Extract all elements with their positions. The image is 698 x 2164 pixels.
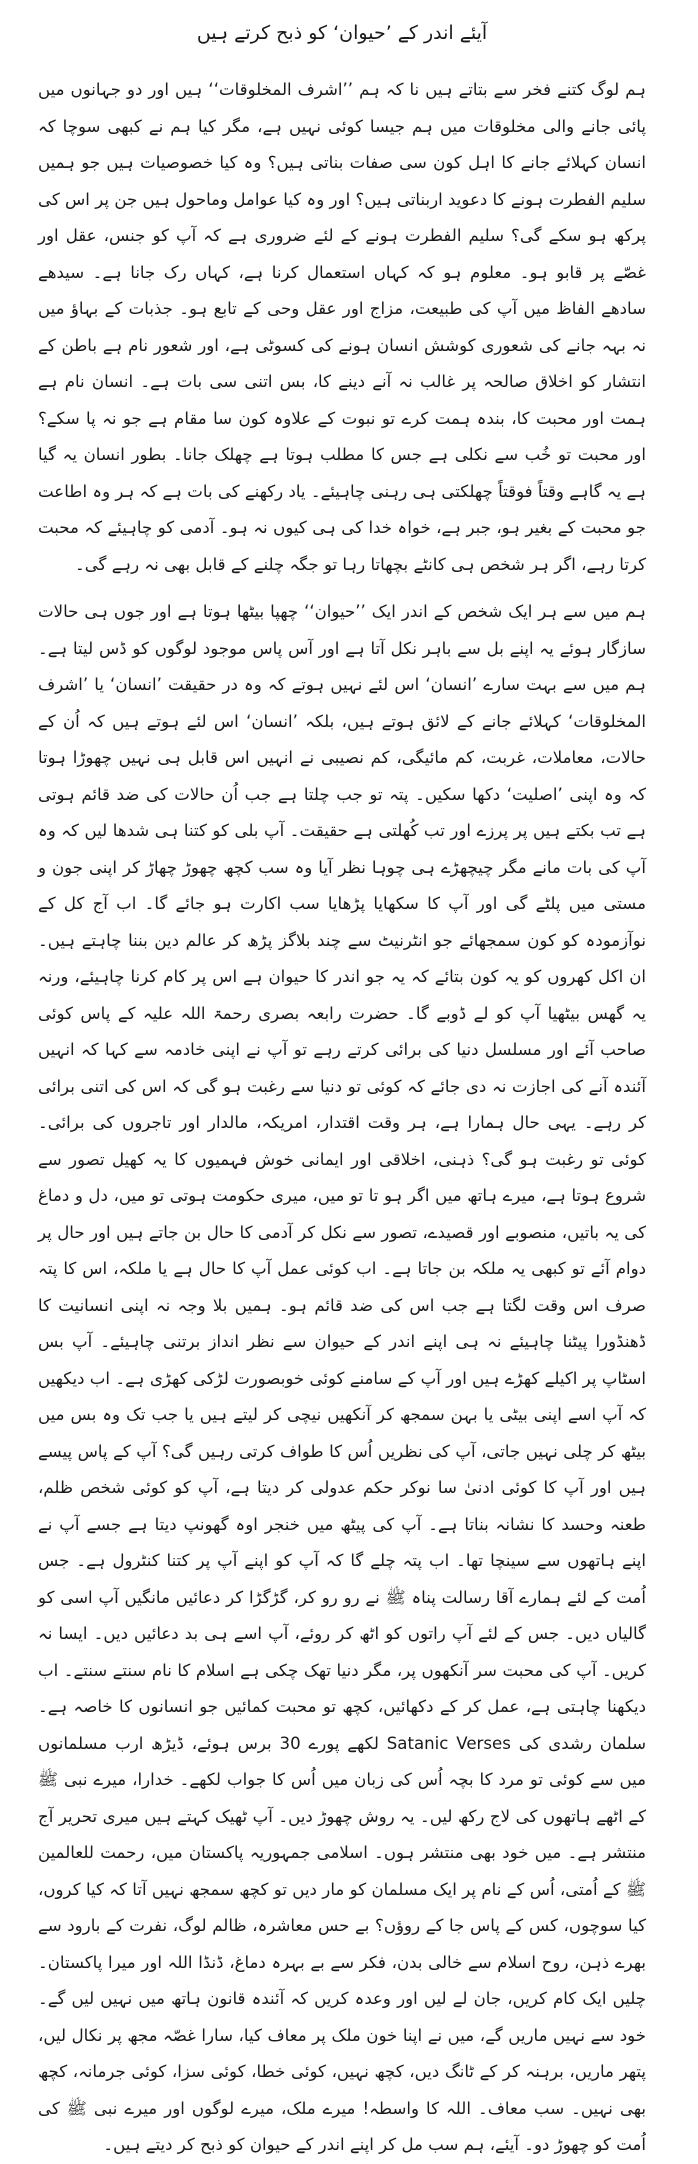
article-paragraph-2: ہم میں سے ہر ایک شخص کے اندر ایک ’’حیوان‘‘ چھپا بیٹھا ہوتا ہے اور جوں ہی حالات سازگار ہوئے یہ اپنے بل سے باہر نکل آتا ہے اور آس پاس موجود لوگوں کو ڈس لیتا ہے۔ ہم میں سے بہت سارے ’انسان‘ اس لئے نہیں ہوتے کہ وہ در حقیقت ’انسان‘ یا ’اشرف المخلوقات‘ کہلائے جانے کے لائق ہوتے ہیں، بلکہ ’انسان‘ اس لئے ہوتے ہیں کہ اُن کے حالات، معاملات، غربت، کم مائیگی، کم نصیبی نے انہیں اس قابل ہی نہیں چھوڑا ہوتا کہ وہ اپنی ’اصلیت‘ دکھا سکیں۔ پتہ تو جب چلتا ہے جب اُن حالات کی ضد قائم ہوتی ہے تب بکتے ہیں پر پرزے اور تب کُھلتی ہے حقیقت۔ آپ بلی کو کتنا ہی شدھا لیں کہ وہ آپ کی بات مانے مگر چیچھڑے ہی چوہا نظر آیا وہ سب کچھ چھوڑ چھاڑ کر اپنی جون و مستی میں پلٹے گی اور آپ کا سکھایا پڑھایا سب اکارت ہو جائے گا۔ اب آج کل کے نوآزمودہ کو کون سمجھائے جو انٹرنیٹ سے چند بلاگز پڑھ کر عالم دین بننا چاہتے ہیں۔ ان اکل کھروں کو یہ کون بتائے کہ یہ جو اندر کا حیوان ہے اس پر کام کرنا چاہیئے، ورنہ یہ گھس بیٹھیا آپ کو لے ڈوبے گا۔ حضرت رابعہ بصری رحمۃ اللہ علیہ کے پاس کوئی صاحب آئے اور مسلسل دنیا کی برائی کرتے رہے تو آپ نے اپنی خادمہ سے کہا کہ انہیں آئندہ آنے کی اجازت نہ دی جائے کہ کوئی تو دنیا سے رغبت ہو گی کہ اس کی اتنی برائی کر رہے۔ یہی حال ہمارا ہے، ہر وقت اقتدار، امریکہ، مالدار اور تاجروں کی برائی۔ کوئی تو رغبت ہو گی؟ ذہنی، اخلاقی اور ایمانی خوش فہمیوں کا یہ کھیل تصور سے شروع ہوتا ہے، میرے ہاتھ میں اگر ہو تا تو میں، میری حکومت ہوتی تو میں، دل و دماغ کی یہ باتیں، منصوبے اور قصیدے، تصور سے نکل کر آدمی کا حال بن جاتے ہیں اور حال پر دوام آئے تو کبھی یہ ملکہ بن جاتا ہے۔ اب کوئی عمل آپ کا حال ہے یا ملکہ، اس کا پتہ صرف اس وقت لگتا ہے جب اس کی ضد قائم ہو۔ ہمیں بلا وجہ نہ اپنی انسانیت کا ڈھنڈورا پیٹنا چاہیئے نہ ہی اپنے اندر کے حیوان سے نظر انداز برتنی چاہیئے۔ آپ بس اسٹاپ پر اکیلے کھڑے ہیں اور آپ کے سامنے کوئی خوبصورت لڑکی کھڑی ہے۔ اب دیکھیں کہ آپ اسے اپنی بیٹی یا بہن سمجھ کر آنکھیں نیچی کر لیتے ہیں یا جب تک وہ بس میں بیٹھ کر چلی نہیں جاتی، آپ کی نظریں اُس کا طواف کرتی رہیں گی؟ آپ کے پاس پیسے ہیں اور آپ کا کوئی ادنیٰ سا نوکر حکم عدولی کر دیتا ہے، آپ کو کوئی شخص ظلم، طعنہ وحسد کا نشانہ بناتا ہے۔ آپ کی پیٹھ میں خنجر اوہ گھونپ دیتا ہے جسے آپ نے اپنے ہاتھوں سے سینچا تھا۔ اب پتہ چلے گا کہ آپ کو اپنے آپ پر کتنا کنٹرول ہے۔ جس اُمت کے لئے ہمارے آقا رسالت پناہ ﷺ نے رو رو کر، گڑگڑا کر دعائیں مانگیں آپ اسی کو گالیاں دیں۔ جس کے لئے آپ راتوں کو اٹھ کر روئے، آپ اسے ہی بد دعائیں دیں۔ ایسا نہ کریں۔ آپ کی محبت سر آنکھوں پر، مگر دنیا تھک چکی ہے اسلام کا نام سنتے سنتے۔ اب دیکھنا چاہتی ہے، عمل کر کے دکھائیں، کچھ تو محبت کمائیں جو انسانوں کا خاصہ ہے۔ سلمان رشدی کی Satanic Verses لکھے پورے 30 برس ہوئے، ڈیڑھ ارب مسلمانوں میں سے کوئی تو مرد کا بچہ اُس کی زبان میں اُس کا جواب لکھے۔ خدارا، میرے نبی ﷺ کے اٹھے ہاتھوں کی لاج رکھ لیں۔ یہ روش چھوڑ دیں۔ آپ ٹھیک کہتے ہیں میری تحریر آج منتشر ہے۔ میں خود بھی منتشر ہوں۔ اسلامی جمہوریہ پاکستان میں، رحمت للعالمین ﷺ کے اُمتی، اُس کے نام پر ایک مسلمان کو مار دیں تو کچھ سمجھ نہیں آتا کہ کیا کروں، کیا سوچوں، کس کے پاس جا کے روؤں؟ بے حس معاشرہ، ظالم لوگ، نفرت کے بارود سے بھرے ذہن، روح اسلام سے خالی بدن، فکر سے بے بہرہ دماغ، ڈنڈا اللہ اور میرا پاکستان۔ چلیں ایک کام کریں، جان لے لیں اور وعدہ کریں کہ آئندہ قانون ہاتھ میں نہیں لیں گے۔ خود سے نہیں ماریں گے، میں نے اپنا خون ملک پر معاف کیا، سارا غصّہ مجھ پر نکال لیں، پتھر ماریں، برہنہ کر کے ٹانگ دیں، کچھ نہیں، کوئی خطا، کوئی سزا، کوئی جرمانہ، کچھ بھی نہیں۔ سب معاف۔ اللہ کا واسطہ! میرے ملک، میرے لوگوں اور میرے نبی ﷺ کی اُمت کو چھوڑ دو۔ آیئے، ہم سب مل کر اپنے اندر کے حیوان کو ذبح کر دیتے ہیں۔ xyxy=(38,602,647,2154)
article-title: آیئے اندر کے ’حیوان‘ کو ذبح کرتے ہیں xyxy=(196,22,488,44)
article-paragraph-1: ہم لوگ کتنے فخر سے بتاتے ہیں نا کہ ہم ’’اشرف المخلوقات‘‘ ہیں اور دو جہانوں میں پائی جانے والی مخلوقات میں ہم جیسا کوئی نہیں ہے، مگر کیا ہم نے کبھی سوچا کہ انسان کہلائے جانے کا اہل کون سی صفات بناتی ہیں؟ وہ کیا خصوصیات ہیں جو ہمیں سلیم الفطرت ہونے کا دعوید اربناتی ہیں؟ اور وہ کیا عوامل وماحول ہیں جن پر اس کی پرکھ ہو سکے گی؟ سلیم الفطرت ہونے کے لئے ضروری ہے کہ آپ کو جنس، عقل اور غصّے پر قابو ہو۔ معلوم ہو کہ کہاں استعمال کرنا ہے، کہاں رک جانا ہے۔ سیدھے سادھے الفاظ میں آپ کی طبیعت، مزاج اور عقل وحی کے تابع ہو۔ جذبات کے بہاؤ میں نہ بہہ جانے کی شعوری کوشش انسان ہونے کی کسوٹی ہے، اور شعور نام ہے باطن کے انتشار کو اخلاق صالحہ پر غالب نہ آنے دینے کا، بس اتنی سی بات ہے۔ انسان نام ہے ہمت اور محبت کا، بندہ ہمت کرے تو نبوت کے علاوہ کون سا مقام ہے جو نہ پا سکے؟ اور محبت تو خُب سے نکلی ہے جس کا مطلب ہوتا ہے چھلک جانا۔ بطور انسان یہ گیا ہے یہ گاہے وقتاً فوقتاً چھلکتی ہی رہنی چاہیئے۔ یاد رکھنے کی بات ہے کہ ہر وہ اطاعت جو محبت کے بغیر ہو، جبر ہے، خواہ خدا کی ہی کیوں نہ ہو۔ آدمی کو چاہیئے کہ محبت کرتا رہے، اگر ہر شخص ہی کانٹے بچھاتا رہا تو جگہ چلنے کے قابل بھی نہ رہے گی۔ xyxy=(38,80,646,574)
